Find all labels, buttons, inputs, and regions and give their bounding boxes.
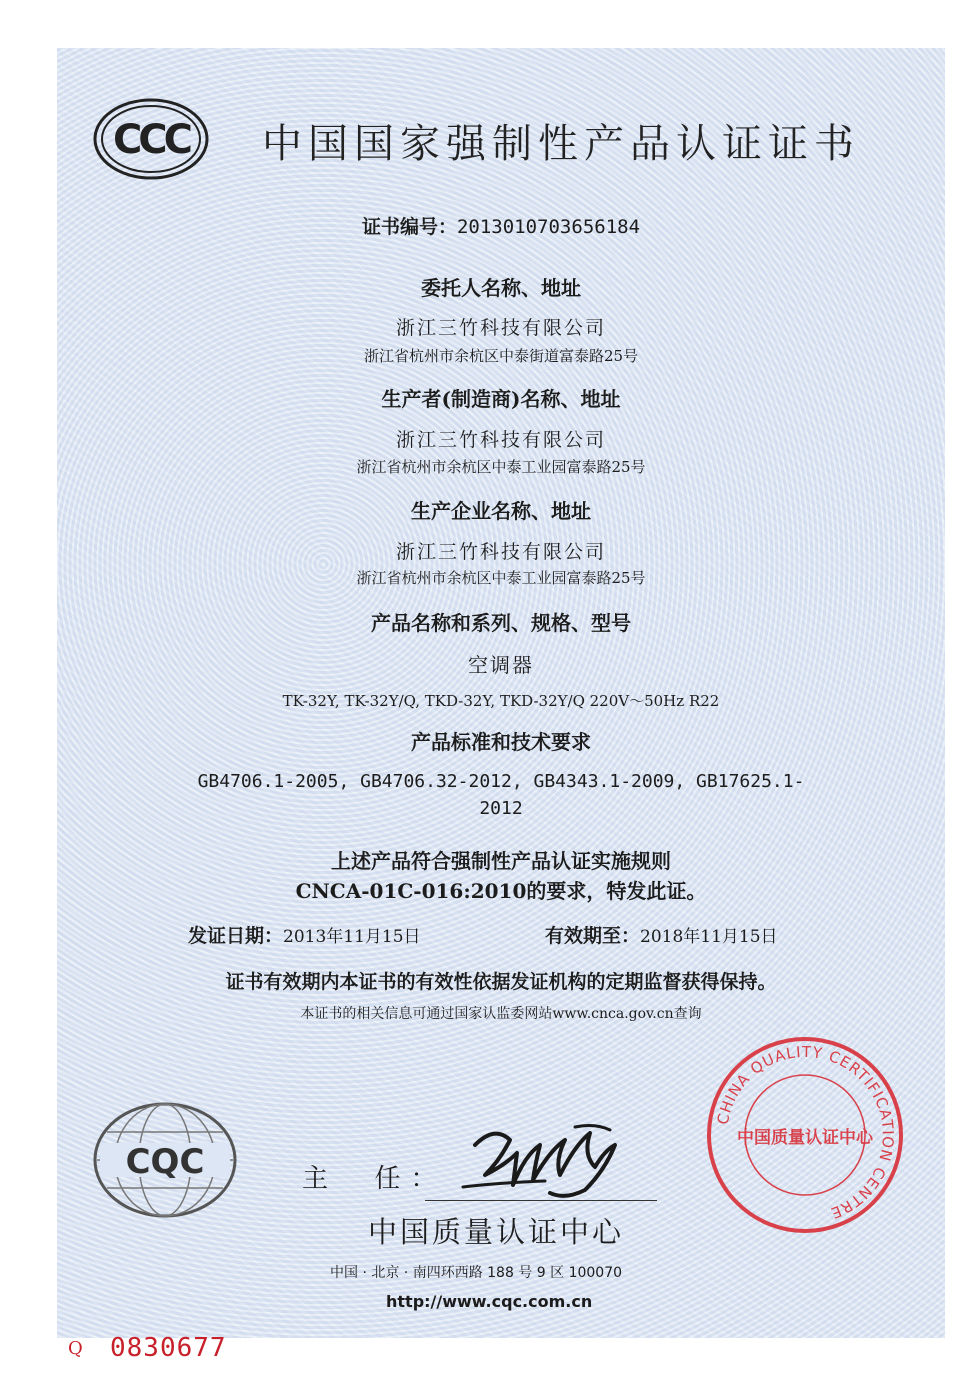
expiry-date-value: 2018年11月15日: [640, 927, 778, 947]
info-note: 本证书的相关信息可通过国家认监委网站www.cnca.gov.cn查询: [300, 1006, 702, 1022]
product-name: 空调器: [468, 653, 534, 677]
serial-number: 0830677: [110, 1333, 227, 1363]
manufacturer-name: 浙江三竹科技有限公司: [395, 429, 606, 451]
manufacturer-address: 浙江省杭州市余杭区中泰工业园富泰路25号: [356, 458, 646, 476]
director-signature: [455, 1105, 640, 1205]
product-models: TK-32Y, TK-32Y/Q, TKD-32Y, TKD-32Y/Q 220V～50Hz R22: [282, 692, 720, 710]
factory-heading: 生产企业名称、地址: [411, 499, 591, 523]
certificate-number-label: 证书编号：: [361, 216, 457, 238]
issue-date: [188, 921, 421, 948]
standards-line-2: 2012: [479, 798, 523, 819]
entrusting-party-heading: 委托人名称、地址: [421, 276, 581, 300]
page-title: 中国国家强制性产品认证证书: [262, 121, 860, 167]
standards-line-1: GB4706.1-2005, GB4706.32-2012, GB4343.1-2009, GB17625.1-: [197, 771, 805, 792]
validity-note: 证书有效期内本证书的有效性依据发证机构的定期监督获得保持。: [225, 971, 777, 993]
ccc-logo: [92, 97, 210, 181]
svg-text:中国质量认证中心: 中国质量认证中心: [737, 1128, 873, 1148]
certificate-number-value: 2013010703656184: [456, 216, 641, 238]
standards-heading: 产品标准和技术要求: [411, 730, 591, 754]
signature-line: [425, 1200, 657, 1201]
organization-website: http://www.cqc.com.cn: [386, 1292, 593, 1311]
certificate-number: [57, 212, 945, 239]
director-label: 主 任：: [302, 1164, 447, 1194]
svg-text:CHINA QUALITY CERTIFICATION CE: CHINA QUALITY CERTIFICATION CENTRE: [713, 1042, 898, 1223]
factory-address: 浙江省杭州市余杭区中泰工业园富泰路25号: [356, 569, 646, 587]
organization-address: 中国 · 北京 · 南四环西路 188 号 9 区 100070: [330, 1265, 623, 1281]
product-heading: 产品名称和系列、规格、型号: [371, 611, 631, 635]
certification-seal: [705, 1035, 905, 1235]
entrusting-party-address: 浙江省杭州市余杭区中泰街道富泰路25号: [363, 347, 639, 365]
conformity-line-2: CNCA-01C-016:2010的要求，特发此证。: [295, 879, 707, 903]
svg-text:CQC: CQC: [125, 1142, 205, 1182]
cqc-logo: [92, 1100, 238, 1220]
serial-prefix: Q: [68, 1338, 83, 1359]
issue-date-value: 2013年11月15日: [283, 927, 421, 947]
svg-text:CCC: CCC: [112, 117, 190, 163]
conformity-line-1: 上述产品符合强制性产品认证实施规则: [331, 849, 671, 873]
factory-name: 浙江三竹科技有限公司: [395, 541, 606, 563]
issue-date-label: 发证日期：: [188, 925, 284, 947]
organization-name: 中国质量认证中心: [368, 1215, 625, 1249]
expiry-date: [545, 921, 778, 948]
manufacturer-heading: 生产者(制造商)名称、地址: [381, 387, 621, 411]
entrusting-party-name: 浙江三竹科技有限公司: [395, 317, 606, 339]
expiry-date-label: 有效期至：: [545, 925, 641, 947]
